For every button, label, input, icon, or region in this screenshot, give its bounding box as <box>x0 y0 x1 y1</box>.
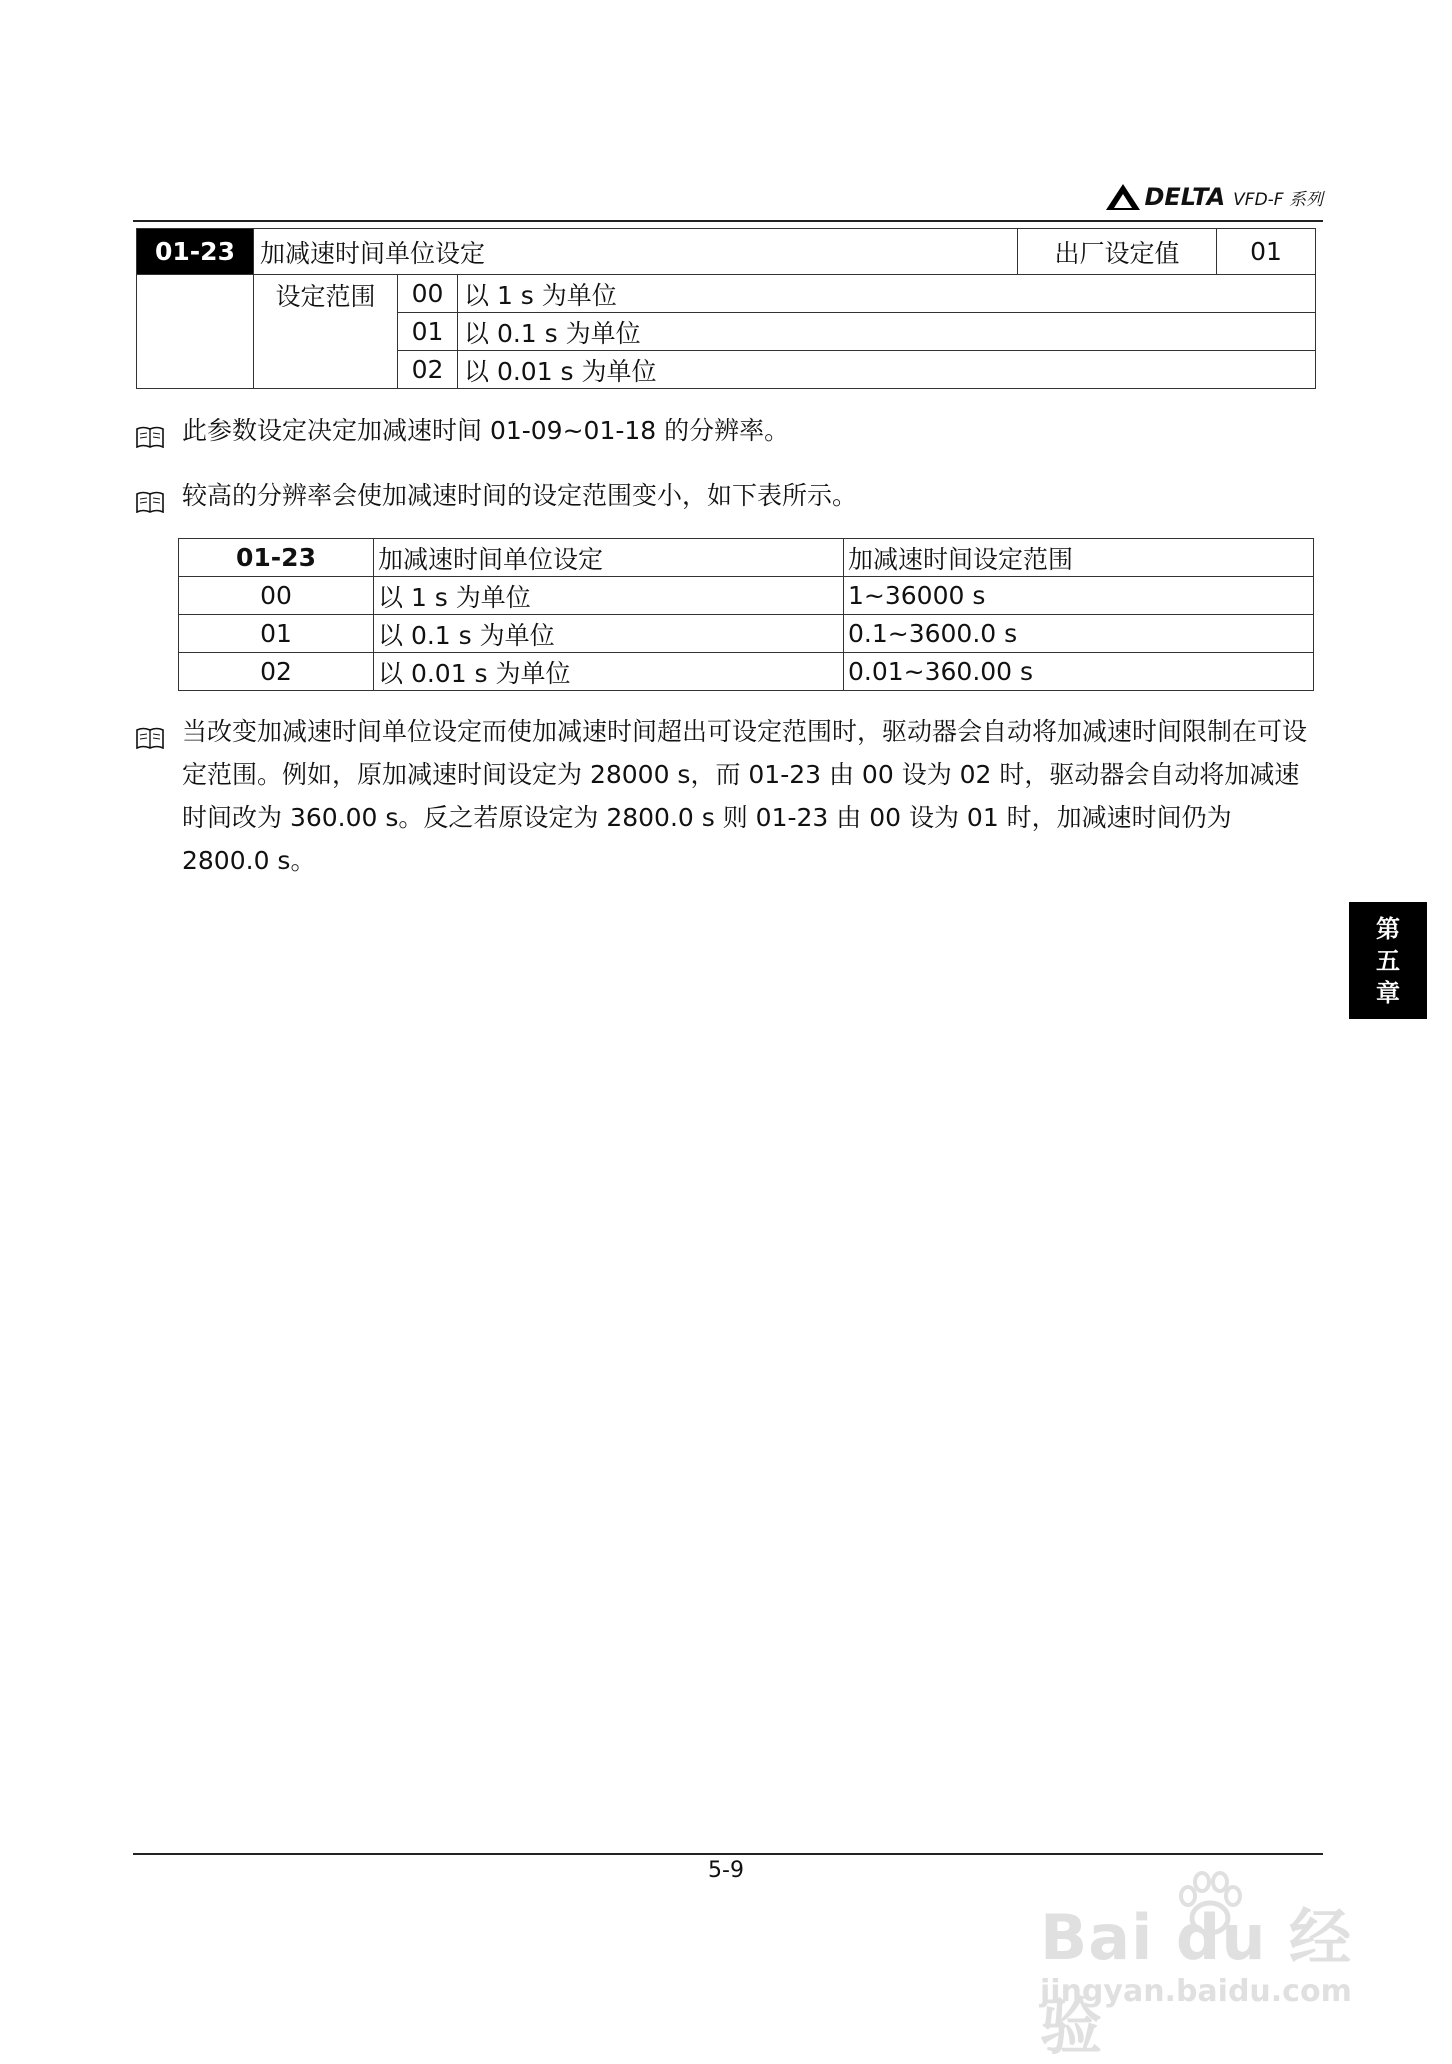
table-cell: 01 <box>179 615 374 653</box>
note-1 <box>136 409 1362 461</box>
chapter-tab <box>1349 902 1427 1019</box>
table-row <box>179 577 1314 615</box>
brand <box>1104 182 1323 212</box>
delta-triangle-icon <box>1104 182 1142 212</box>
book-icon <box>136 426 164 448</box>
range-label: 设定范围 <box>254 275 398 389</box>
chapter-char: 五 <box>1376 946 1400 975</box>
option-code: 01 <box>398 313 458 351</box>
table-cell: 0.1~3600.0 s <box>844 615 1314 653</box>
note-text: 此参数设定决定加减速时间 01-09~01-18 的分辨率。 <box>182 416 790 445</box>
baidu-watermark <box>1030 1870 1390 2063</box>
watermark-logo: Bai du 经验 <box>1040 1901 1353 2063</box>
option-desc: 以 0.1 s 为单位 <box>458 313 1316 351</box>
book-icon <box>136 727 164 749</box>
default-label: 出厂设定值 <box>1018 229 1217 275</box>
book-icon <box>136 491 164 513</box>
note-2 <box>136 474 1362 526</box>
param-code: 01-23 <box>137 229 254 275</box>
chapter-char: 第 <box>1376 914 1400 943</box>
table-row <box>179 615 1314 653</box>
column-header: 加减速时间设定范围 <box>844 539 1314 577</box>
note-3 <box>136 710 1322 882</box>
note-text: 当改变加减速时间单位设定而使加减速时间超出可设定范围时，驱动器会自动将加减速时间限制在可设定范围。例如，原加减速时间设定为 28000 s，而 01-23 由 00 设为 02 时，驱动器会自动将加减速时间改为 360.00 s。反之若原设定为 2800.0 s 则 01-23 由 00 设为 01 时，加减速时间仍为 2800.0 s。 <box>182 717 1308 875</box>
table-cell: 1~36000 s <box>844 577 1314 615</box>
series-name: VFD-F 系列 <box>1233 189 1323 210</box>
page-number: 5-9 <box>708 1858 744 1883</box>
table-cell: 00 <box>179 577 374 615</box>
brand-name: DELTA <box>1144 183 1226 211</box>
option-desc: 以 1 s 为单位 <box>458 275 1316 313</box>
param-name: 加减速时间单位设定 <box>254 229 1018 275</box>
column-header: 加减速时间单位设定 <box>374 539 844 577</box>
table-cell: 0.01~360.00 s <box>844 653 1314 691</box>
param-header-row <box>137 229 1316 275</box>
table-cell: 以 1 s 为单位 <box>374 577 844 615</box>
option-desc: 以 0.01 s 为单位 <box>458 351 1316 389</box>
table-cell: 02 <box>179 653 374 691</box>
table-header-row <box>179 539 1314 577</box>
note-text: 较高的分辨率会使加减速时间的设定范围变小，如下表所示。 <box>182 481 858 510</box>
resolution-table <box>178 538 1314 691</box>
blank-cell <box>137 275 254 389</box>
parameter-table <box>136 228 1316 389</box>
table-cell: 以 0.1 s 为单位 <box>374 615 844 653</box>
column-header: 01-23 <box>179 539 374 577</box>
option-code: 00 <box>398 275 458 313</box>
chapter-char: 章 <box>1376 978 1400 1007</box>
footer-divider <box>133 1853 1323 1855</box>
option-code: 02 <box>398 351 458 389</box>
watermark-url: jingyan.baidu.com <box>1040 1974 1352 2009</box>
table-row <box>179 653 1314 691</box>
page-header <box>133 178 1323 222</box>
default-value: 01 <box>1217 229 1316 275</box>
delta-logo <box>1104 182 1225 212</box>
table-cell: 以 0.01 s 为单位 <box>374 653 844 691</box>
range-row <box>137 275 1316 313</box>
